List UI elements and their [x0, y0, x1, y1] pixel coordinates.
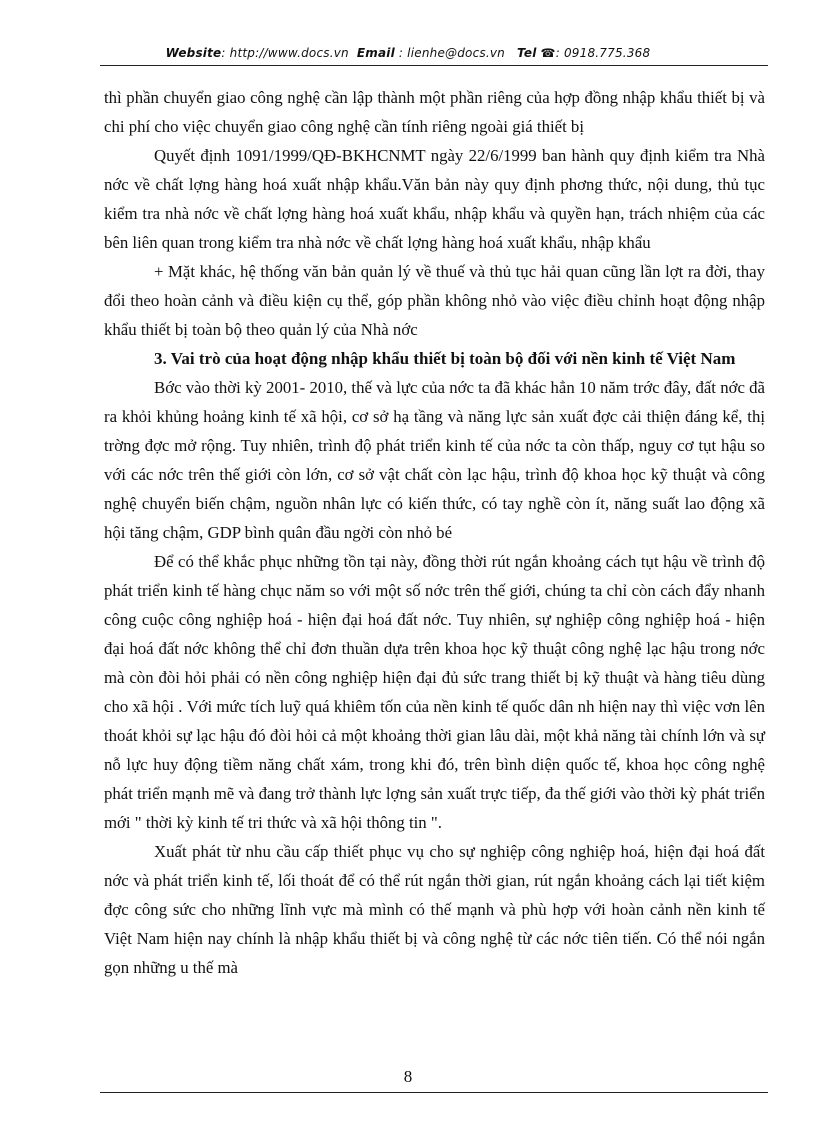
paragraph: Để có thể khắc phục những tồn tại này, đồng thời rút ngắn khoảng cách tụt hậu về trình độ phát triển kinh tế hàng chục năm so với một số nớc trên thế giới, chúng ta chỉ còn cách đẩy nhanh công cuộc công nghiệp hoá - hiện đại hoá đất nớc. Tuy nhiên, sự nghiệp công nghiệp hoá - hiện đại hoá đất nớc không thể chỉ đơn thuần dựa trên khoa học kỹ thuật công nghệ lạc hậu trong nớc mà còn đòi hỏi phải có nền công nghiệp hiện đại đủ sức trang thiết bị kỹ thuật và hàng tiêu dùng cho xã hội . Với mức tích luỹ quá khiêm tốn của nền kinh tế quốc dân nh hiện nay thì việc vơn lên thoát khỏi sự lạc hậu đó đòi hỏi cả một khoảng thời gian lâu dài, một khả năng tài chính lớn và sự nỗ lực huy động tiềm năng chất xám, trong khi đó, trên bình diện quốc tế, khoa học công nghệ phát triển mạnh mẽ và đang trở thành lực lợng sản xuất trực tiếp, đa thế giới vào thời kỳ phát triển mới " thời kỳ kinh tế tri thức và xã hội thông tin ".	[104, 552, 765, 832]
tel-label: Tel	[517, 46, 537, 60]
page-header	[0, 46, 816, 60]
paragraph: Bớc vào thời kỳ 2001- 2010, thế và lực của nớc ta đã khác hẳn 10 năm trớc đây, đất nớc đã ra khỏi khủng hoảng kinh tế xã hội, cơ sở hạ tầng và năng lực sản xuất đợc cải thiện đáng kể, thị trờng đợc mở rộng. Tuy nhiên, trình độ phát triển kinh tế của nớc ta còn thấp, nguy cơ tụt hậu so với các nớc trên thế giới còn lớn, cơ sở vật chất còn lạc hậu, trình độ khoa học kỹ thuật và công nghệ chuyển biến chậm, nguồn nhân lực có kiến thức, có tay nghề còn ít, năng suất lao động xã hội tăng chậm, GDP bình quân đầu ngời còn nhỏ bé	[104, 378, 765, 542]
website-value[interactable]: : http://www.docs.vn	[221, 46, 349, 60]
footer-divider	[100, 1092, 768, 1093]
paragraph: Quyết định 1091/1999/QĐ-BKHCNMT ngày 22/6/1999 ban hành quy định kiểm tra Nhà nớc về chất lợng hàng hoá xuất nhập khẩu.Văn bản này quy định phơng thức, nội dung, thủ tục kiểm tra nhà nớc về chất lợng hàng hoá xuất khẩu, nhập khẩu và quyền hạn, trách nhiệm của các bên liên quan trong kiểm tra nhà nớc về chất lợng hàng hoá xuất khẩu, nhập khẩu	[104, 146, 765, 252]
email-label: Email	[356, 46, 395, 60]
paragraph: thì phần chuyển giao công nghệ cần lập thành một phần riêng của hợp đồng nhập khẩu thiết bị và chi phí cho việc chuyển giao công nghệ cần tính riêng ngoài giá thiết bị	[104, 88, 765, 136]
section-heading: 3. Vai trò của hoạt động nhập khẩu thiết bị toàn bộ đối với nền kinh tế Việt Nam	[154, 349, 736, 368]
website-label: Website	[165, 46, 222, 60]
phone-icon: ☎	[540, 46, 556, 60]
paragraph: Xuất phát từ nhu cầu cấp thiết phục vụ cho sự nghiệp công nghiệp hoá, hiện đại hoá đất nớc và phát triển kinh tế, lối thoát để có thể rút ngắn thời gian, rút ngắn khoảng cách lại tiết kiệm đợc công sức cho những lĩnh vực mà mình có thế mạnh và phù hợp với hoàn cảnh nền kinh tế Việt Nam hiện nay chính là nhập khẩu thiết bị và công nghệ từ các nớc tiên tiến. Có thể nói ngắn gọn những u thế mà	[104, 842, 765, 977]
document-body	[104, 83, 765, 982]
page-number: 8	[403, 1067, 413, 1086]
header-divider	[100, 65, 768, 66]
tel-value: : 0918.775.368	[555, 46, 651, 60]
email-value[interactable]: : lienhe@docs.vn	[398, 46, 505, 60]
paragraph: + Mặt khác, hệ thống văn bản quản lý về thuế và thủ tục hải quan cũng lần lợt ra đời, thay đổi theo hoàn cảnh và điều kiện cụ thể, góp phần không nhỏ vào việc điều chỉnh hoạt động nhập khẩu thiết bị toàn bộ theo quản lý của Nhà nớc	[104, 262, 765, 339]
